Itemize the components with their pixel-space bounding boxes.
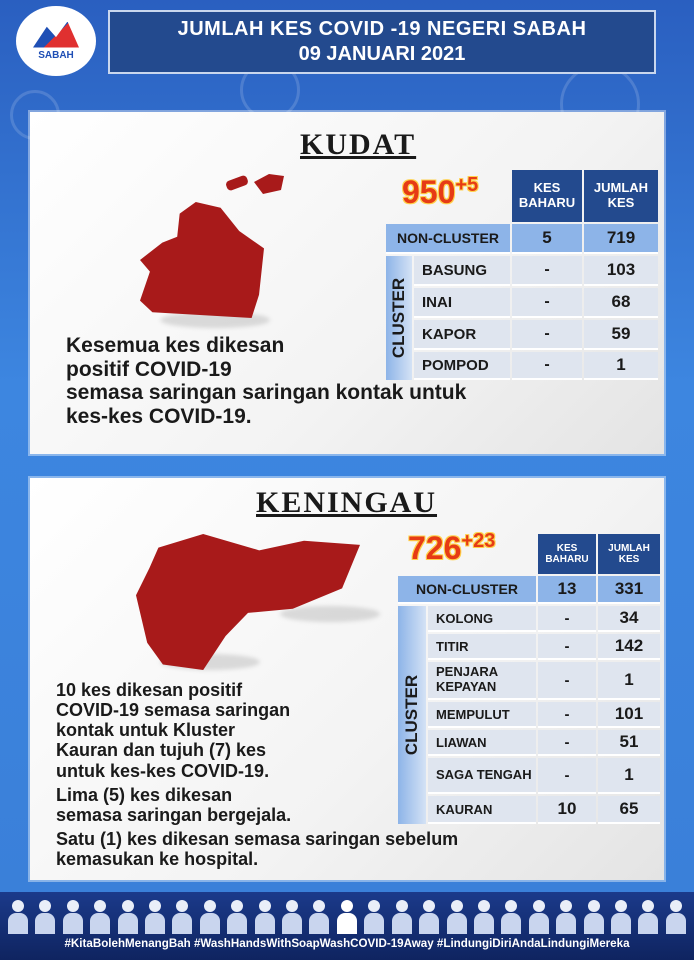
cluster-name: INAI <box>414 288 510 318</box>
keningau-description <box>56 680 458 869</box>
description-line: untuk kes-kes COVID-19. <box>56 760 270 781</box>
cluster-total: 68 <box>584 288 658 318</box>
person-icon <box>35 900 55 934</box>
page-date: 09 JANUARI 2021 <box>298 43 466 65</box>
non-cluster-label: NON-CLUSTER <box>386 224 510 254</box>
cluster-total: 1 <box>584 352 658 380</box>
cluster-new: - <box>538 606 596 632</box>
person-icon <box>584 900 604 934</box>
person-icon <box>556 900 576 934</box>
description-line: kontak untuk Kluster <box>56 720 236 741</box>
person-icon <box>118 900 138 934</box>
cluster-total: 51 <box>598 730 660 756</box>
person-icon <box>447 900 467 934</box>
cluster-total: 1 <box>598 758 660 794</box>
kudat-description <box>66 334 466 428</box>
sabah-logo <box>16 6 96 76</box>
person-icon <box>255 900 275 934</box>
page-title: JUMLAH KES COVID -19 NEGERI SABAH <box>177 18 587 40</box>
person-icon <box>364 900 384 934</box>
cluster-name: BASUNG <box>414 256 510 286</box>
description-line: kes-kes COVID-19. <box>66 404 252 428</box>
cluster-total: 142 <box>598 634 660 660</box>
person-icon <box>611 900 631 934</box>
cluster-new: - <box>538 730 596 756</box>
cluster-new: - <box>512 320 582 350</box>
cluster-total: 34 <box>598 606 660 632</box>
description-line: Kauran dan tujuh (7) kes <box>56 740 267 761</box>
person-icon <box>200 900 220 934</box>
non-cluster-total: 331 <box>598 576 660 604</box>
cluster-new: - <box>538 702 596 728</box>
total-value: 950 <box>402 174 456 210</box>
cluster-name: TITIR <box>428 634 536 660</box>
footer-hashtags: #KitaBolehMenangBah #WashHandsWithSoapWashCOVID-19Away #LindungiDiriAndaLindungiMereka <box>64 937 630 950</box>
kudat-island-map <box>225 175 249 192</box>
header-total-cases: JUMLAH KES <box>584 170 658 222</box>
page-header <box>108 10 656 74</box>
kudat-island-map <box>254 174 284 194</box>
cluster-new: 10 <box>538 796 596 824</box>
header-total-cases: JUMLAH KES <box>598 534 660 574</box>
cluster-new: - <box>512 256 582 286</box>
cluster-name: KAPOR <box>414 320 510 350</box>
person-icon <box>90 900 110 934</box>
cluster-name: SAGA TENGAH <box>428 758 536 794</box>
header-new-cases: KES BAHARU <box>512 170 582 222</box>
person-icon <box>419 900 439 934</box>
person-icon <box>145 900 165 934</box>
district-title: KUDAT <box>300 128 417 161</box>
mountain-logo-icon <box>33 22 79 48</box>
cluster-name: POMPOD <box>414 352 510 380</box>
person-icon <box>63 900 83 934</box>
person-icon <box>638 900 658 934</box>
person-icon <box>172 900 192 934</box>
non-cluster-total: 719 <box>584 224 658 254</box>
family-icon <box>337 900 357 934</box>
keningau-panel <box>30 478 664 880</box>
cluster-label-text: CLUSTER <box>402 674 421 756</box>
logo-text: SABAH <box>38 49 74 61</box>
cluster-new: - <box>538 662 596 700</box>
cluster-total: 103 <box>584 256 658 286</box>
keningau-district-map <box>136 534 360 670</box>
non-cluster-new: 5 <box>512 224 582 254</box>
cluster-total: 65 <box>598 796 660 824</box>
description-line: semasa saringan saringan kontak untuk <box>66 381 467 405</box>
increase-value: +23 <box>461 530 496 552</box>
description-line: Kesemua kes dikesan <box>66 334 285 357</box>
description-line: positif COVID-19 <box>66 357 232 381</box>
person-icon <box>474 900 494 934</box>
cluster-name: LIAWAN <box>428 730 536 756</box>
person-icon <box>309 900 329 934</box>
person-icon <box>392 900 412 934</box>
description-line: semasa saringan bergejala. <box>56 804 292 825</box>
increase-value: +5 <box>455 174 479 196</box>
description-line: 10 kes dikesan positif <box>56 680 243 700</box>
description-line: COVID-19 semasa saringan <box>56 700 291 721</box>
person-icon <box>227 900 247 934</box>
cluster-name: PENJARA KEPAYAN <box>428 662 536 700</box>
cluster-name: MEMPULUT <box>428 702 536 728</box>
header-new-cases: KES BAHARU <box>538 534 596 574</box>
description-line: Lima (5) kes dikesan <box>56 784 233 805</box>
cluster-new: - <box>512 288 582 318</box>
district-title: KENINGAU <box>256 486 438 519</box>
cluster-total: 101 <box>598 702 660 728</box>
person-icon <box>501 900 521 934</box>
person-icon <box>666 900 686 934</box>
person-icon <box>529 900 549 934</box>
cluster-name: KAURAN <box>428 796 536 824</box>
cluster-total: 59 <box>584 320 658 350</box>
non-cluster-label: NON-CLUSTER <box>398 576 536 604</box>
cluster-total: 1 <box>598 662 660 700</box>
cluster-label-text: CLUSTER <box>389 277 408 359</box>
frontliner-illustrations <box>8 896 686 934</box>
description-line: Satu (1) kes dikesan semasa saringan sebelum <box>56 829 459 850</box>
cluster-new: - <box>512 352 582 380</box>
map-shadow <box>280 606 380 622</box>
person-icon <box>282 900 302 934</box>
person-icon <box>8 900 28 934</box>
cluster-name: KOLONG <box>428 606 536 632</box>
non-cluster-new: 13 <box>538 576 596 604</box>
total-value: 726 <box>408 530 462 566</box>
kudat-district-map <box>140 202 264 318</box>
cluster-new: - <box>538 634 596 660</box>
kudat-panel <box>30 112 664 454</box>
description-line: kemasukan ke hospital. <box>56 849 259 870</box>
cluster-new: - <box>538 758 596 794</box>
